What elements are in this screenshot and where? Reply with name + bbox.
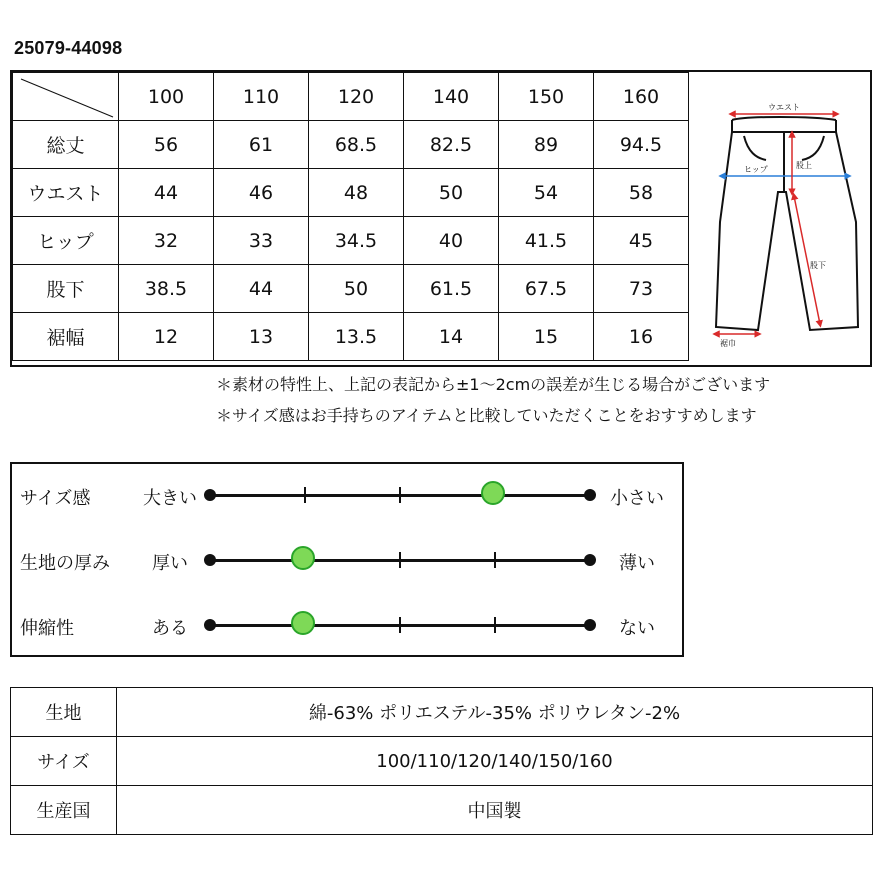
level-marker [291,611,315,635]
measure-value: 94.5 [594,121,689,169]
measure-label: 裾幅 [13,313,119,361]
measure-value: 14 [404,313,499,361]
measure-label: 総丈 [13,121,119,169]
measure-value: 56 [119,121,214,169]
size-header-row [13,73,689,121]
scale-tick [304,487,306,503]
info-label: 生地 [11,688,117,737]
measure-label: ヒップ [13,217,119,265]
measure-value: 50 [404,169,499,217]
feel-left-label: 大きい [143,488,197,509]
scale-start-dot [204,489,216,501]
size-chart [10,70,872,367]
measure-value: 41.5 [499,217,594,265]
feel-label: サイズ感 [20,488,91,509]
measure-value: 61 [214,121,309,169]
product-code: 25079-44098 [14,38,123,58]
info-row [11,786,873,835]
measure-value: 89 [499,121,594,169]
scale-tick [399,552,401,568]
info-row [11,688,873,737]
measure-value: 48 [309,169,404,217]
measure-value: 13.5 [309,313,404,361]
level-marker [291,546,315,570]
scale-tick [494,552,496,568]
measure-value: 46 [214,169,309,217]
rise-label: 股上 [796,161,812,170]
measure-value: 58 [594,169,689,217]
scale-end-dot [584,489,596,501]
measure-value: 15 [499,313,594,361]
pants-measurement-diagram [686,72,870,365]
size-header: 160 [594,73,689,121]
measure-label: ウエスト [13,169,119,217]
scale-end-dot [584,619,596,631]
measure-row [13,121,689,169]
size-table [12,72,689,361]
level-marker [481,481,505,505]
info-label: 生産国 [11,786,117,835]
scale-tick [399,487,401,503]
scale-tick [399,617,401,633]
scale-tick [494,617,496,633]
feel-right-label: ない [619,618,655,639]
measure-value: 82.5 [404,121,499,169]
measure-value: 34.5 [309,217,404,265]
pants-outline [716,117,858,330]
size-header: 150 [499,73,594,121]
measure-row [13,313,689,361]
feel-right-label: 薄い [619,553,655,574]
feel-left-label: ある [152,618,188,639]
measure-value: 32 [119,217,214,265]
note-tolerance: ＊素材の特性上、上記の表記から±1〜2cmの誤差が生じる場合がございます [216,375,771,394]
measure-value: 33 [214,217,309,265]
hip-label: ヒップ [744,165,768,174]
size-header: 110 [214,73,309,121]
measure-value: 44 [119,169,214,217]
measure-row [13,169,689,217]
measure-value: 38.5 [119,265,214,313]
measure-row [13,217,689,265]
hem-label: 裾巾 [720,339,736,348]
size-header: 140 [404,73,499,121]
feel-label: 伸縮性 [20,618,74,639]
feel-scale [210,494,590,497]
info-row [11,737,873,786]
info-value: 中国製 [117,786,873,835]
info-value: 100/110/120/140/150/160 [117,737,873,786]
diagonal-line [13,73,119,121]
measure-value: 54 [499,169,594,217]
scale-start-dot [204,619,216,631]
waist-label: ウエスト [768,103,800,112]
measure-value: 12 [119,313,214,361]
measure-value: 13 [214,313,309,361]
feel-scale [210,559,590,562]
size-header: 100 [119,73,214,121]
measure-value: 68.5 [309,121,404,169]
measure-value: 40 [404,217,499,265]
measure-value: 73 [594,265,689,313]
feel-right-label: 小さい [610,488,664,509]
scale-start-dot [204,554,216,566]
inseam-label: 股下 [810,261,826,270]
corner-cell [13,73,119,121]
measure-value: 50 [309,265,404,313]
measure-label: 股下 [13,265,119,313]
measure-value: 45 [594,217,689,265]
feel-left-label: 厚い [152,553,188,574]
info-value: 綿-63% ポリエステル-35% ポリウレタン-2% [117,688,873,737]
measure-value: 44 [214,265,309,313]
info-label: サイズ [11,737,117,786]
measure-value: 67.5 [499,265,594,313]
measure-row [13,265,689,313]
product-info-table [10,687,873,835]
feel-scale [210,624,590,627]
fit-feel-panel [10,462,684,657]
measure-value: 61.5 [404,265,499,313]
feel-label: 生地の厚み [20,553,110,574]
scale-end-dot [584,554,596,566]
note-compare: ＊サイズ感はお手持ちのアイテムと比較していただくことをおすすめします [216,406,757,425]
measure-value: 16 [594,313,689,361]
size-header: 120 [309,73,404,121]
